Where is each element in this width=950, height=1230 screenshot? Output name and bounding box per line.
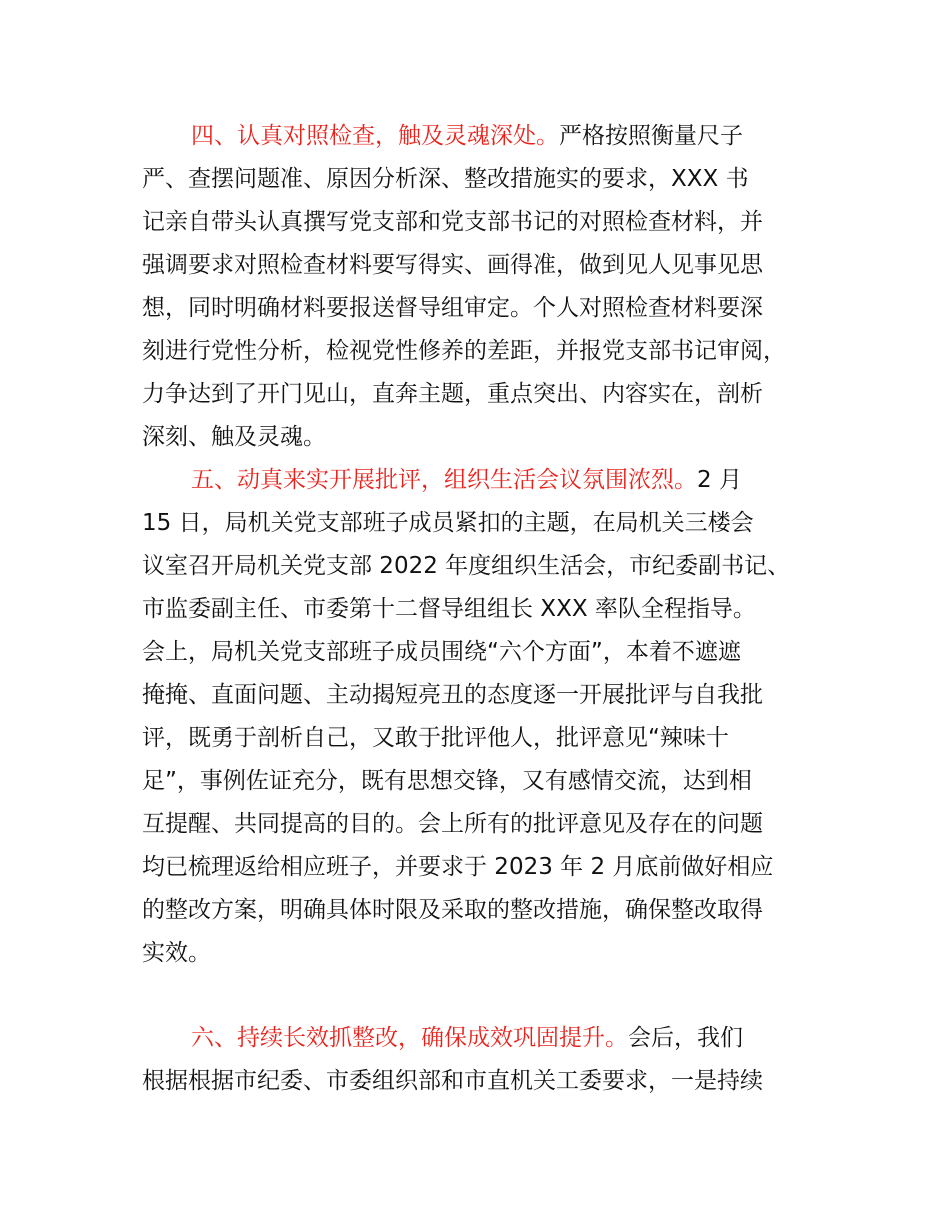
body-line: 深刻、触及灵魂。 [142,424,326,450]
body-line: 实效。 [142,940,211,966]
body-line: 记亲自带头认真撰写党支部和党支部书记的对照检查材料，并 [142,209,763,235]
paragraph-first-line [142,115,842,158]
paragraph-section-6 [142,1017,842,1103]
section-heading: 五、动真来实开展批评，组织生活会议氛围浓烈。 [191,467,697,493]
body-line: 互提醒、共同提高的目的。会上所有的批评意见及存在的问题 [142,811,763,837]
section-heading: 四、认真对照检查，触及灵魂深处。 [191,123,559,149]
body-line: 的整改方案，明确具体时限及采取的整改措施，确保整改取得 [142,897,763,923]
body-text: 2 月 [697,467,742,493]
body-line: 力争达到了开门见山，直奔主题，重点突出、内容实在，剖析 [142,381,763,407]
body-line: 15 日，局机关党支部班子成员紧扣的主题，在局机关三楼会 [142,510,754,536]
body-line: 强调要求对照检查材料要写得实、画得准，做到见人见事见思 [142,252,763,278]
paragraph-section-5 [142,459,842,975]
body-line: 会上，局机关党支部班子成员围绕“六个方面”，本着不遮遮 [142,639,741,665]
body-line: 想，同时明确材料要报送督导组审定。个人对照检查材料要深 [142,295,763,321]
body-line: 足”，事例佐证充分，既有思想交锋，又有感情交流，达到相 [142,768,752,794]
body-line: 严、查摆问题准、原因分析深、整改措施实的要求，XXX 书 [142,166,749,192]
paragraph-first-line [142,459,842,502]
body-line: 掩掩、直面问题、主动揭短亮丑的态度逐一开展批评与自我批 [142,682,763,708]
body-line: 根据根据市纪委、市委组织部和市直机关工委要求，一是持续 [142,1068,763,1094]
body-line: 市监委副主任、市委第十二督导组组长 XXX 率队全程指导。 [142,596,756,622]
body-line: 刻进行党性分析，检视党性修养的差距，并报党支部书记审阅， [142,338,786,364]
section-heading: 六、持续长效抓整改，确保成效巩固提升。 [191,1025,628,1051]
body-text: 严格按照衡量尺子 [559,123,743,149]
body-line: 议室召开局机关党支部 2022 年度组织生活会，市纪委副书记、 [142,553,791,579]
body-line: 均已梳理返给相应班子，并要求于 2023 年 2 月底前做好相应 [142,854,774,880]
paragraph-first-line [142,1017,842,1060]
body-text: 会后，我们 [628,1025,743,1051]
body-line: 评，既勇于剖析自己，又敢于批评他人，批评意见“辣味十 [142,725,729,751]
paragraph-section-4 [142,115,842,459]
